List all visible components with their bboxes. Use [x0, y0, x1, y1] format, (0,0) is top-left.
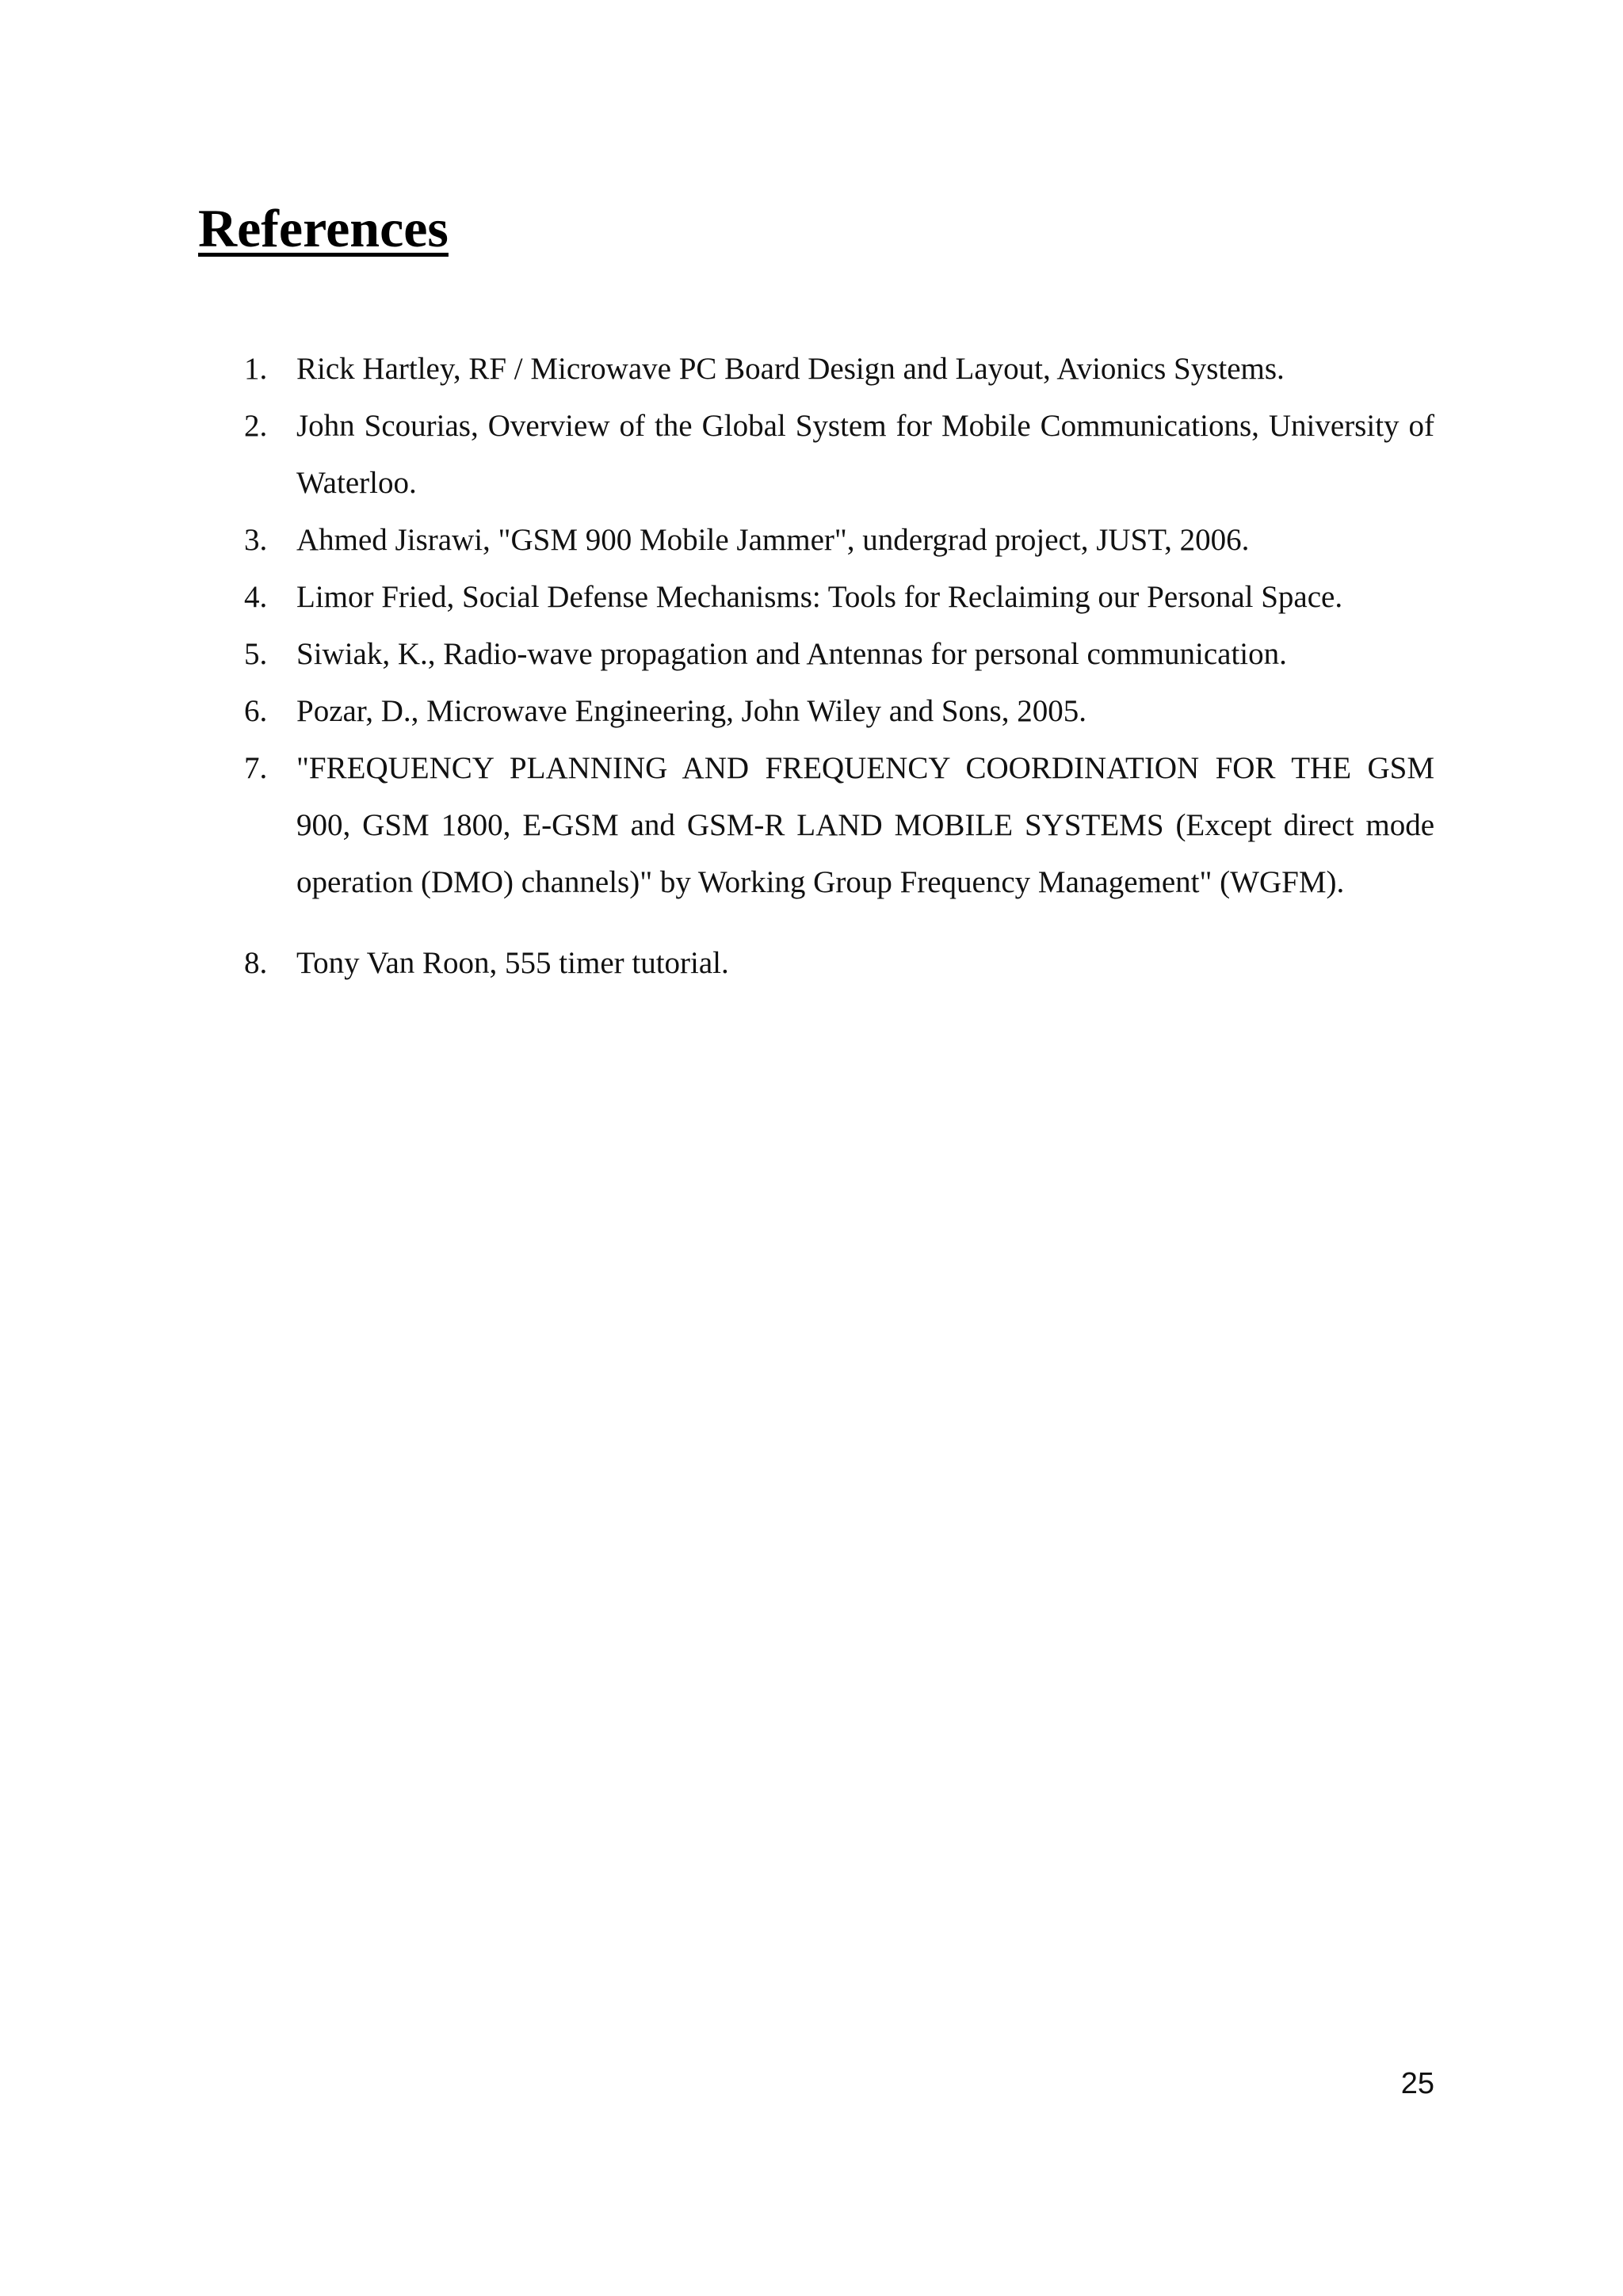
reference-number: 3.: [244, 523, 268, 557]
reference-item: [244, 740, 1434, 911]
reference-text: Tony Van Roon, 555 timer tutorial.: [296, 946, 729, 980]
reference-item: [244, 683, 1434, 740]
reference-number: 1.: [244, 352, 268, 386]
reference-number: 6.: [244, 694, 268, 728]
reference-item: [244, 935, 1434, 992]
reference-item: [244, 569, 1434, 626]
reference-item: [244, 398, 1434, 512]
reference-number: 2.: [244, 409, 268, 443]
page-heading: References: [198, 198, 449, 258]
reference-text: Pozar, D., Microwave Engineering, John Wiley and Sons, 2005.: [296, 694, 1086, 728]
reference-text: Rick Hartley, RF / Microwave PC Board Design and Layout, Avionics Systems.: [296, 352, 1285, 386]
reference-list: [244, 341, 1434, 992]
page-number: 25: [1400, 2067, 1434, 2100]
reference-text: Ahmed Jisrawi, "GSM 900 Mobile Jammer", undergrad project, JUST, 2006.: [296, 523, 1250, 557]
reference-text: Siwiak, K., Radio-wave propagation and Antennas for personal communication.: [296, 637, 1287, 671]
reference-number: 8.: [244, 946, 268, 980]
reference-number: 5.: [244, 637, 268, 671]
reference-number: 7.: [244, 751, 268, 785]
reference-text: John Scourias, Overview of the Global System for Mobile Communications, University of Waterloo.: [296, 409, 1434, 500]
reference-text: "FREQUENCY PLANNING AND FREQUENCY COORDINATION FOR THE GSM 900, GSM 1800, E-GSM and GSM-R LAND MOBILE SYSTEMS (Except direct mode operation (DMO) channels)" by Working Group Frequency Management" (WGFM).: [296, 751, 1434, 899]
reference-item: [244, 341, 1434, 398]
reference-text: Limor Fried, Social Defense Mechanisms: Tools for Reclaiming our Personal Space.: [296, 580, 1343, 614]
reference-item: [244, 512, 1434, 569]
reference-number: 4.: [244, 580, 268, 614]
reference-item: [244, 626, 1434, 683]
